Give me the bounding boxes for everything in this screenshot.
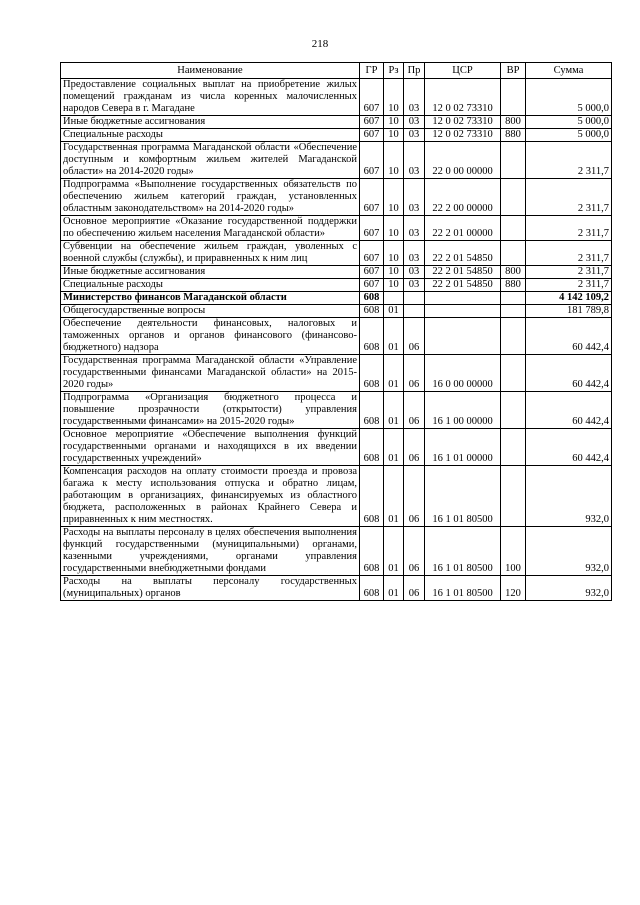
- cell-vr: [501, 429, 526, 466]
- header-name: Наименование: [61, 63, 360, 79]
- cell-rz: 10: [384, 216, 404, 241]
- cell-name: Обеспечение деятельности финансовых, налоговых и таможенных органов и органов финансового (финансово-бюджетного) надзора: [61, 318, 360, 355]
- cell-csr: 22 2 01 00000: [425, 216, 501, 241]
- cell-pr: 03: [404, 216, 425, 241]
- cell-name: Предоставление социальных выплат на приобретение жилых помещений гражданам из числа коренных малочисленных народов Севера в г. Магадане: [61, 79, 360, 116]
- cell-csr: 16 1 00 00000: [425, 392, 501, 429]
- cell-vr: 800: [501, 116, 526, 129]
- table-row: [61, 429, 612, 466]
- cell-name: Иные бюджетные ассигнования: [61, 266, 360, 279]
- cell-csr: 16 1 01 00000: [425, 429, 501, 466]
- cell-gr: 607: [360, 216, 384, 241]
- cell-gr: 608: [360, 429, 384, 466]
- cell-csr: 16 0 00 00000: [425, 355, 501, 392]
- page-number: 218: [311, 38, 329, 50]
- cell-name: Подпрограмма «Выполнение государственных обязательств по обеспечению жильем категорий граждан, установленных областным законодательством» на 2014-2020 годы»: [61, 179, 360, 216]
- budget-table: [60, 62, 612, 601]
- cell-vr: [501, 466, 526, 527]
- cell-sum: 2 311,7: [526, 142, 612, 179]
- cell-rz: 10: [384, 79, 404, 116]
- cell-pr: 03: [404, 129, 425, 142]
- cell-name: Подпрограмма «Организация бюджетного процесса и повышение прозрачности (открытости) управления государственными финансами» на 2015-2020 годы»: [61, 392, 360, 429]
- cell-vr: 800: [501, 266, 526, 279]
- cell-gr: 608: [360, 305, 384, 318]
- cell-vr: [501, 392, 526, 429]
- cell-vr: 100: [501, 527, 526, 576]
- cell-csr: [425, 292, 501, 305]
- cell-sum: 5 000,0: [526, 129, 612, 142]
- cell-gr: 607: [360, 279, 384, 292]
- table-row: [61, 79, 612, 116]
- table-body: [61, 79, 612, 601]
- cell-rz: 10: [384, 241, 404, 266]
- table-row: [61, 216, 612, 241]
- cell-sum: 60 442,4: [526, 355, 612, 392]
- table-row: [61, 241, 612, 266]
- cell-csr: 22 0 00 00000: [425, 142, 501, 179]
- cell-pr: 03: [404, 179, 425, 216]
- cell-sum: 60 442,4: [526, 392, 612, 429]
- cell-vr: 120: [501, 576, 526, 601]
- cell-sum: 181 789,8: [526, 305, 612, 318]
- cell-vr: [501, 241, 526, 266]
- cell-vr: [501, 179, 526, 216]
- cell-sum: 932,0: [526, 576, 612, 601]
- table-row: [61, 142, 612, 179]
- header-pr: Пр: [404, 63, 425, 79]
- cell-gr: 608: [360, 392, 384, 429]
- cell-sum: 2 311,7: [526, 279, 612, 292]
- cell-vr: [501, 355, 526, 392]
- table-row: [61, 576, 612, 601]
- cell-gr: 607: [360, 116, 384, 129]
- cell-name: Специальные расходы: [61, 279, 360, 292]
- cell-name: Расходы на выплаты персоналу государственных (муниципальных) органов: [61, 576, 360, 601]
- cell-pr: 06: [404, 466, 425, 527]
- cell-pr: 06: [404, 392, 425, 429]
- cell-csr: 16 1 01 80500: [425, 527, 501, 576]
- cell-name: Иные бюджетные ассигнования: [61, 116, 360, 129]
- cell-name: Основное мероприятие «Обеспечение выполнения функций государственными органами и находящихся в их введении государственных учреждений»: [61, 429, 360, 466]
- cell-csr: 22 2 01 54850: [425, 241, 501, 266]
- header-csr: ЦСР: [425, 63, 501, 79]
- cell-sum: 5 000,0: [526, 79, 612, 116]
- cell-rz: 01: [384, 392, 404, 429]
- cell-sum: 60 442,4: [526, 318, 612, 355]
- cell-gr: 608: [360, 355, 384, 392]
- table-header-row: [61, 63, 612, 79]
- cell-name: Министерство финансов Магаданской области: [61, 292, 360, 305]
- cell-csr: 22 2 01 54850: [425, 266, 501, 279]
- table-row: [61, 116, 612, 129]
- cell-name: Общегосударственные вопросы: [61, 305, 360, 318]
- cell-csr: 16 1 01 80500: [425, 576, 501, 601]
- table-row: [61, 292, 612, 305]
- cell-sum: 932,0: [526, 527, 612, 576]
- cell-pr: 06: [404, 576, 425, 601]
- cell-name: Основное мероприятие «Оказание государственной поддержки по обеспечению жильем населения Магаданской области»: [61, 216, 360, 241]
- cell-pr: 06: [404, 429, 425, 466]
- cell-name: Компенсация расходов на оплату стоимости проезда и провоза багажа к месту использования отпуска и обратно лицам, работающим в организациях, финансируемых из областного бюджета, расположенных в районах Крайнего Севера и приравненных к ним местностях.: [61, 466, 360, 527]
- cell-name: Государственная программа Магаданской области «Управление государственными финансами Магаданской области» на 2015-2020 годы»: [61, 355, 360, 392]
- cell-rz: 01: [384, 318, 404, 355]
- cell-name: Государственная программа Магаданской области «Обеспечение доступным и комфортным жильем жителей Магаданской области» на 2014-2020 годы»: [61, 142, 360, 179]
- cell-name: Субвенции на обеспечение жильем граждан, уволенных с военной службы (службы), и приравненных к ним лиц: [61, 241, 360, 266]
- cell-gr: 607: [360, 142, 384, 179]
- header-sum: Сумма: [526, 63, 612, 79]
- table-row: [61, 266, 612, 279]
- cell-pr: 06: [404, 318, 425, 355]
- cell-csr: 16 1 01 80500: [425, 466, 501, 527]
- cell-gr: 608: [360, 292, 384, 305]
- header-vr: ВР: [501, 63, 526, 79]
- cell-pr: 03: [404, 266, 425, 279]
- cell-rz: 10: [384, 266, 404, 279]
- cell-pr: 06: [404, 355, 425, 392]
- header-rz: Рз: [384, 63, 404, 79]
- cell-rz: 10: [384, 279, 404, 292]
- cell-csr: 12 0 02 73310: [425, 129, 501, 142]
- cell-gr: 607: [360, 241, 384, 266]
- cell-rz: 01: [384, 527, 404, 576]
- cell-vr: [501, 216, 526, 241]
- cell-sum: 932,0: [526, 466, 612, 527]
- table-row: [61, 527, 612, 576]
- cell-pr: 06: [404, 527, 425, 576]
- cell-csr: 12 0 02 73310: [425, 116, 501, 129]
- cell-gr: 608: [360, 576, 384, 601]
- cell-rz: 01: [384, 429, 404, 466]
- cell-gr: 607: [360, 266, 384, 279]
- cell-gr: 608: [360, 318, 384, 355]
- cell-rz: 01: [384, 305, 404, 318]
- cell-sum: 2 311,7: [526, 179, 612, 216]
- cell-vr: [501, 318, 526, 355]
- table-row: [61, 355, 612, 392]
- cell-name: Расходы на выплаты персоналу в целях обеспечения выполнения функций государственными (муниципальными) органами, казенными учреждениями, органами управления государственными внебюджетными фондами: [61, 527, 360, 576]
- cell-pr: 03: [404, 279, 425, 292]
- table-row: [61, 179, 612, 216]
- cell-csr: 22 2 01 54850: [425, 279, 501, 292]
- table-row: [61, 392, 612, 429]
- cell-sum: 5 000,0: [526, 116, 612, 129]
- cell-pr: 03: [404, 116, 425, 129]
- table-row: [61, 305, 612, 318]
- cell-csr: 22 2 00 00000: [425, 179, 501, 216]
- cell-rz: 10: [384, 116, 404, 129]
- cell-vr: 880: [501, 279, 526, 292]
- table-row: [61, 129, 612, 142]
- cell-rz: [384, 292, 404, 305]
- cell-csr: [425, 305, 501, 318]
- cell-rz: 10: [384, 129, 404, 142]
- table-row: [61, 279, 612, 292]
- table-row: [61, 466, 612, 527]
- cell-vr: [501, 142, 526, 179]
- cell-name: Специальные расходы: [61, 129, 360, 142]
- cell-pr: 03: [404, 241, 425, 266]
- cell-csr: [425, 318, 501, 355]
- cell-gr: 608: [360, 466, 384, 527]
- cell-csr: 12 0 02 73310: [425, 79, 501, 116]
- cell-pr: [404, 292, 425, 305]
- cell-rz: 10: [384, 142, 404, 179]
- cell-gr: 607: [360, 179, 384, 216]
- cell-gr: 607: [360, 129, 384, 142]
- cell-sum: 2 311,7: [526, 241, 612, 266]
- cell-sum: 4 142 109,2: [526, 292, 612, 305]
- cell-vr: [501, 305, 526, 318]
- cell-gr: 607: [360, 79, 384, 116]
- cell-rz: 01: [384, 466, 404, 527]
- cell-rz: 01: [384, 576, 404, 601]
- cell-sum: 2 311,7: [526, 266, 612, 279]
- cell-pr: 03: [404, 79, 425, 116]
- cell-rz: 01: [384, 355, 404, 392]
- cell-sum: 60 442,4: [526, 429, 612, 466]
- cell-pr: 03: [404, 142, 425, 179]
- cell-pr: [404, 305, 425, 318]
- table-row: [61, 318, 612, 355]
- cell-vr: [501, 79, 526, 116]
- cell-gr: 608: [360, 527, 384, 576]
- cell-rz: 10: [384, 179, 404, 216]
- cell-sum: 2 311,7: [526, 216, 612, 241]
- cell-vr: [501, 292, 526, 305]
- header-gr: ГР: [360, 63, 384, 79]
- cell-vr: 880: [501, 129, 526, 142]
